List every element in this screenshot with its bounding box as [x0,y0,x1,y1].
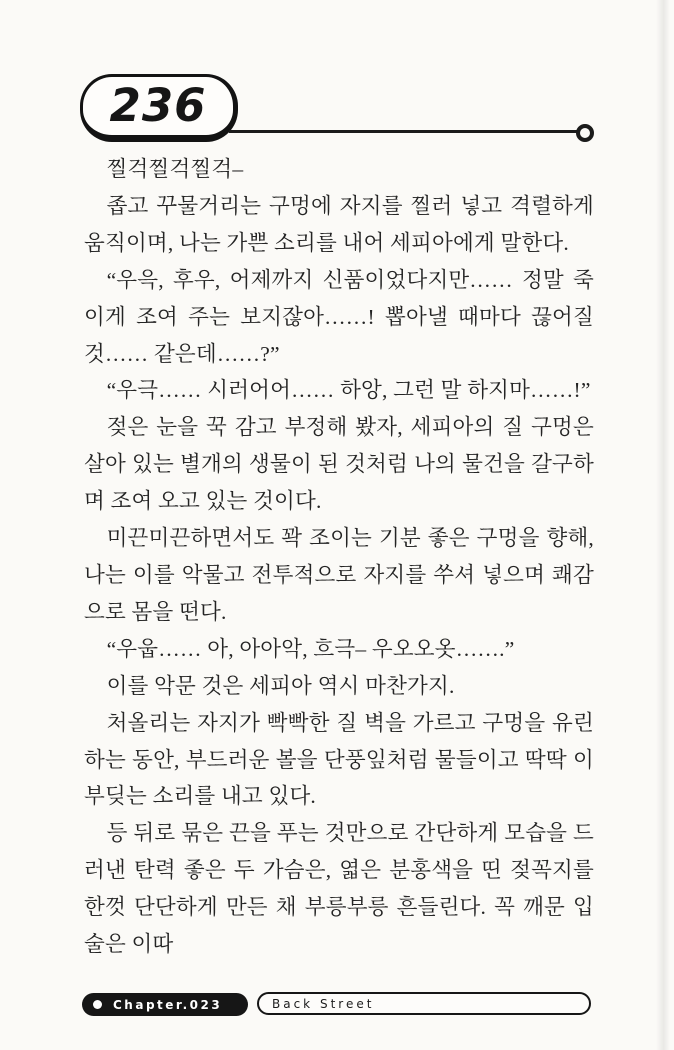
paragraph: 처올리는 자지가 빡빡한 질 벽을 가르고 구멍을 유린하는 동안, 부드러운 볼을 단풍잎처럼 물들이고 딱딱 이 부딪는 소리를 내고 있다. [84,710,594,809]
page-number: 236 [109,78,207,132]
paragraph: 젖은 눈을 꾹 감고 부정해 봤자, 세피아의 질 구멍은 살아 있는 별개의 생물이 된 것처럼 나의 물건을 갈구하며 조여 오고 있는 것이다. [84,415,594,514]
paragraph: 좁고 꾸물거리는 구멍에 자지를 찔러 넣고 격렬하게 움직이며, 나는 가쁜 소리를 내어 세피아에게 말한다. [84,193,594,255]
paragraph: “우윽, 후우, 어제까지 신품이었다지만…… 정말 죽이게 조여 주는 보지잖아……! 뽑아낼 때마다 끊어질 것…… 같은데……?” [84,267,594,366]
paragraph: 등 뒤로 묶은 끈을 푸는 것만으로 간단하게 모습을 드러낸 탄력 좋은 두 가슴은, 엷은 분홍색을 띤 젖꼭지를 한껏 단단하게 만든 채 부릉부릉 흔들린다. 꼭 깨문 입술은 이따 [84,821,594,957]
header-rule [229,130,580,133]
chapter-label: Chapter.023 [113,997,223,1012]
paragraph: 이를 악문 것은 세피아 역시 마찬가지. [106,673,455,698]
paragraph: 찔걱찔걱찔걱– [106,157,244,181]
page-number-badge [80,74,238,142]
page-edge-shadow [656,0,670,1050]
paragraph: “우극…… 시러어어…… 하앙, 그런 말 하지마……!” [106,378,591,403]
bullet-dot-icon [93,1000,102,1009]
section-badge [257,992,591,1015]
paragraph: 미끈미끈하면서도 꽉 조이는 기분 좋은 구멍을 향해, 나는 이를 악물고 전투적으로 자지를 쑤셔 넣으며 쾌감으로 몸을 떤다. [84,526,594,624]
chapter-badge [82,993,248,1016]
ring-icon [576,124,594,142]
body-text [84,151,594,963]
section-label: Back Street [272,996,375,1011]
paragraph: “우웁…… 아, 아아악, 흐극– 우오오옷…….” [106,636,515,661]
